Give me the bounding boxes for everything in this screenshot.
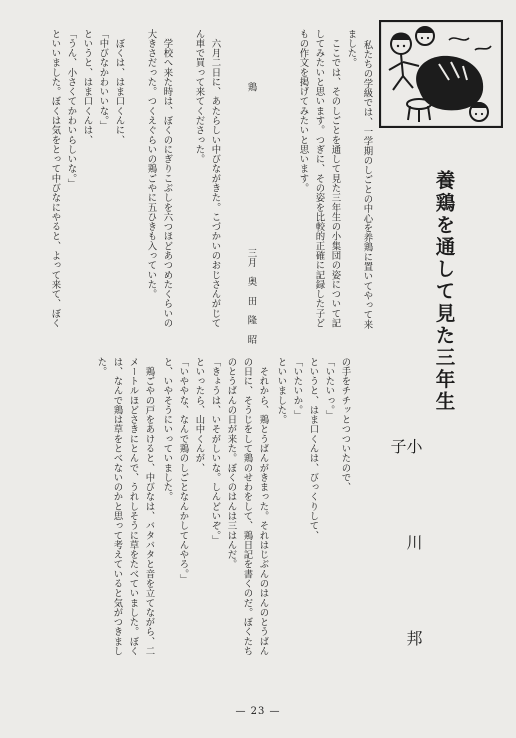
lower-line-14: メートルほどさきにとんで、うれしそうに草をたべていました。ぼく [127, 357, 139, 656]
lower-line-3: というと、はま口くんは、びっくりして、 [307, 357, 319, 541]
intro-line-2: ました。 [345, 29, 357, 68]
lower-line-6: それから、鶏とうばんがきまった。それはじぶんのはんのとうばん [257, 357, 269, 656]
lower-line-13: 鶏ごやの戸をあけると、中びなは、バタバタと音を立てながら、二 [143, 357, 155, 656]
lower-line-10: といったら、山中くんが、 [193, 357, 205, 473]
lower-line-1: の手をチチッとつついたので、 [339, 357, 351, 492]
essay-line-4: 大きさだった。つくえぐらいの鶏ごやに五ひきも入っていた。 [145, 29, 157, 299]
intro-line-5: もの作文を掲げてみたいと思います。 [297, 29, 309, 193]
children-with-chicken-illustration [379, 20, 503, 128]
lower-line-4: 「いたいか。」 [291, 357, 303, 420]
page-number: — 23 — [235, 706, 281, 717]
essay-line-2: ん車で買って来てくださった。 [193, 29, 205, 164]
essay-line-1: 六月二日に、あたらしい中びながきた。こづかいのおじさんがじて [209, 29, 221, 328]
lower-line-11: 「いややな、なんで鶏のしごとなんかしてんやろ。」 [177, 357, 189, 584]
intro-line-4: してみたいと思います。つぎに、その姿を比較的正確に記録した子ど [313, 29, 325, 328]
author-name: 小 川 邦 子 [388, 438, 423, 726]
essay-line-3: 学校へ来た時は、ぼくのにぎりこぶしを六つほどあつめたくらいの [161, 29, 173, 328]
lower-line-8: のとうばんの日が来た。ぼくのはんは三はんだ。 [225, 357, 237, 570]
lower-line-2: 「いたいっ。」 [323, 357, 335, 420]
lower-line-7: の日に、そうじをして鶏のせわをして、鶏日記を書くのだ。ぼくたち [241, 357, 253, 656]
intro-line-3: ここでは、そのしごとを通して見た三年生の小集団の姿について記 [329, 29, 341, 328]
lower-line-15: は、なんで鶏は草をとべないのかと思って考えていると気がつきまし [111, 357, 123, 656]
essay-line-5: ぼくは、はま口くんに、 [113, 29, 125, 145]
article-title: 養鶏を通して見た三年生 [432, 170, 456, 414]
lower-line-12: と、いやそうにいっていました。 [161, 357, 173, 502]
essay-line-9: といいました。ぼくは気をとって中びなにやると、よって来て、ぼく [49, 29, 61, 328]
essay-line-6: 「中びなかわいいな。」 [97, 29, 109, 131]
intro-line-1: 私たちの学級では、一学期のしごとの中心を养鶏に置いてやって来 [361, 40, 373, 330]
lower-line-16: た。 [95, 357, 107, 377]
essay-line-7: というと、はま口くんは、 [81, 29, 93, 145]
lower-line-5: といいました。 [275, 357, 287, 425]
essay-byline: 三月 奥 田 隆 昭 [245, 248, 257, 345]
essay-title: 鶏 [245, 82, 257, 92]
lower-line-9: 「きょうは、いそがしいな。しんどいぞ。」 [209, 357, 221, 546]
essay-line-8: 「うん、小さくてかわいらしいな。」 [65, 29, 77, 189]
